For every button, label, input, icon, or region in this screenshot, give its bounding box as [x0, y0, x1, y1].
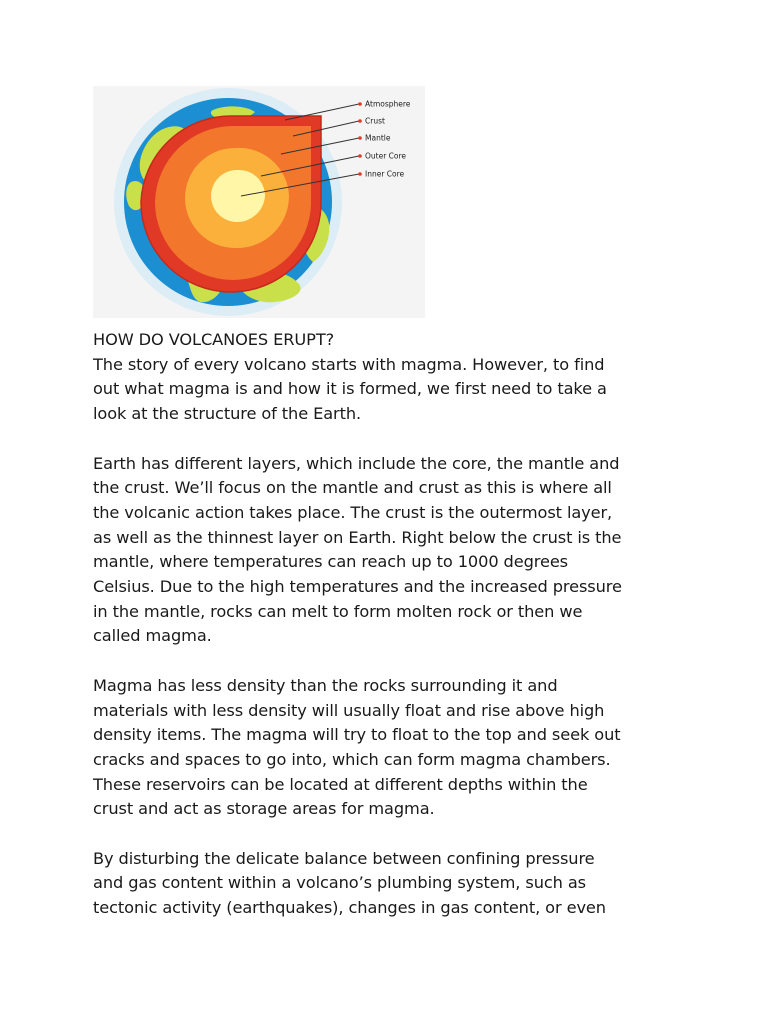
label-atmosphere: Atmosphere [365, 99, 411, 109]
article-heading: HOW DO VOLCANOES ERUPT? [93, 330, 335, 349]
paragraph-magma-density: Magma has less density than the rocks surrounding it and materials with less density will usually float and rise above high density items. The magma will try to float to the top and seek out cracks and spaces to go into, which can form magma chambers. These reservoirs can be located at different depths within the crust and act as storage areas for magma. [93, 675, 621, 819]
label-inner-core: Inner Core [365, 169, 405, 179]
label-crust: Crust [365, 116, 385, 126]
article-body [93, 328, 683, 946]
label-outer-core: Outer Core [365, 151, 407, 161]
label-mantle: Mantle [365, 133, 391, 143]
paragraph-pressure: By disturbing the delicate balance between confining pressure and gas content within a volcano’s plumbing system, such as tectonic activity (earthquakes), changes in gas content, or even [93, 848, 606, 918]
intro-block [93, 328, 683, 427]
earth-layers-diagram [93, 86, 425, 318]
paragraph-spacer [93, 427, 683, 452]
paragraph-layers: Earth has different layers, which include the core, the mantle and the crust. We’ll focus on the mantle and crust as this is where all the volcanic action takes place. The crust is the outermost layer, as well as the thinnest layer on Earth. Right below the crust is the mantle, where temperatures can reach up to 1000 degrees Celsius. Due to the high temperatures and the increased pressure in the mantle, rocks can melt to form molten rock or then we called magma. [93, 453, 622, 646]
intro-paragraph: The story of every volcano starts with magma. However, to find out what magma is and how it is formed, we first need to take a look at the structure of the Earth. [93, 354, 607, 424]
pointer-dots [358, 102, 362, 176]
earth-layers-illustration [93, 86, 425, 318]
